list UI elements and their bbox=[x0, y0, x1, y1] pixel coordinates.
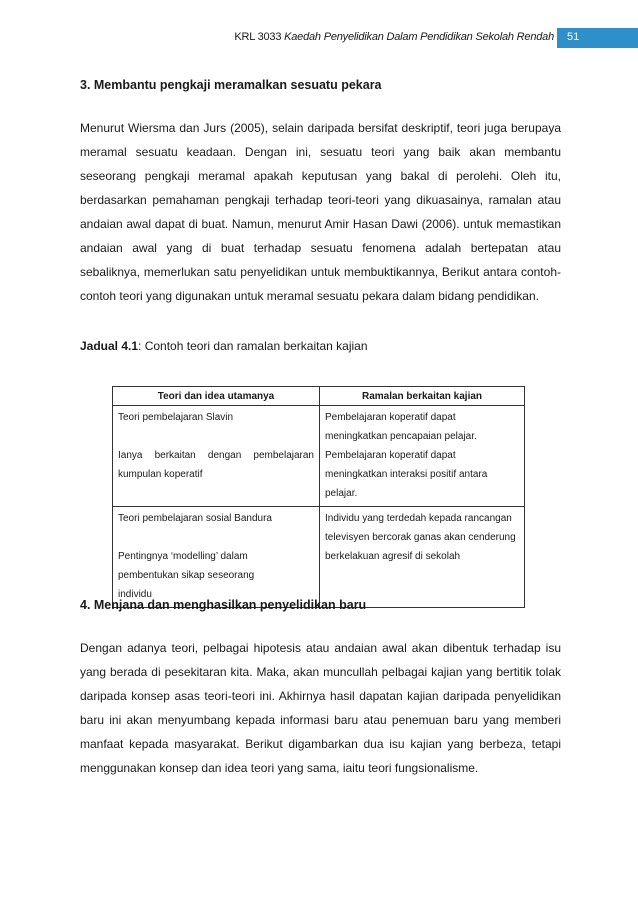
page-number-box bbox=[557, 28, 638, 48]
header-title bbox=[234, 31, 554, 43]
theory-table bbox=[112, 386, 525, 608]
prediction-item: Pembelajaran koperatif dapat meningkatkan interaksi positif antara pelajar. bbox=[325, 450, 488, 499]
theory-idea: Pentingnya ‘modelling’ dalam pembentukan sikap seseorang individu bbox=[118, 551, 255, 600]
theory-idea: Ianya berkaitan dengan pembelajaran kumpulan koperatif bbox=[118, 450, 314, 480]
section-4-heading: 4. Menjana dan menghasilkan penyelidikan baru bbox=[80, 598, 367, 612]
table-header-theory: Teori dan idea utamanya bbox=[113, 387, 320, 406]
table-header-row bbox=[113, 387, 525, 406]
page-number: 51 bbox=[567, 31, 580, 43]
section-4-paragraph: Dengan adanya teori, pelbagai hipotesis atau andaian awal akan dibentuk terhadap isu yang berada di pesekitaran kita. Maka, akan muncullah pelbagai kajian yang bertitik tolak daripada konsep asas teori-teori ini. Akhirnya hasil dapatan kajian daripada penyelidikan baru ini akan menyumbang kepada informasi baru atau penemuan baru yang memberi manfaat kepada masyarakat. Berikut digambarkan dua isu kajian yang berbeza, tetapi menggunakan konsep dan idea teori yang sama, iaitu teori fungsionalisme. bbox=[80, 641, 561, 775]
table-caption bbox=[80, 339, 368, 353]
table-row bbox=[113, 406, 525, 507]
table-row bbox=[113, 507, 525, 608]
course-code: KRL 3033 bbox=[234, 31, 282, 43]
section-3-heading: 3. Membantu pengkaji meramalkan sesuatu pekara bbox=[80, 78, 382, 92]
page-header bbox=[0, 28, 638, 48]
prediction-item: Pembelajaran koperatif dapat meningkatkan pencapaian pelajar. bbox=[325, 412, 477, 442]
table-caption-text: : Contoh teori dan ramalan berkaitan kajian bbox=[138, 339, 368, 353]
table-caption-label: Jadual 4.1 bbox=[80, 339, 139, 353]
table-cell-theory bbox=[113, 406, 320, 507]
theory-name: Teori pembelajaran sosial Bandura bbox=[118, 513, 272, 524]
section-3-paragraph: Menurut Wiersma dan Jurs (2005), selain daripada bersifat deskriptif, teori juga berupaya meramal sesuatu keadaan. Dengan ini, sesuatu teori yang baik akan membantu seseorang pengkaji meramal apakah keputusan yang bakal di perolehi. Oleh itu, berdasarkan pemahaman pengkaji terhadap teori-teori yang dikuasainya, ramalan atau andaian awal dapat di buat. Namun, menurut Amir Hasan Dawi (2006). untuk memastikan andaian awal yang di buat terhadap sesuatu fenomena adalah bertepatan atau sebaliknya, memerlukan satu penyelidikan untuk membuktikannya, Berikut antara contoh-contoh teori yang digunakan untuk meramal sesuatu pekara dalam bidang pendidikan. bbox=[80, 121, 561, 303]
table-cell-prediction bbox=[320, 406, 525, 507]
table-cell-prediction bbox=[320, 507, 525, 608]
prediction-item: Individu yang terdedah kepada rancangan televisyen bercorak ganas akan cenderung berkelakuan agresif di sekolah bbox=[325, 513, 516, 562]
table-cell-theory bbox=[113, 507, 320, 608]
theory-name: Teori pembelajaran Slavin bbox=[118, 412, 234, 423]
table-header-prediction: Ramalan berkaitan kajian bbox=[320, 387, 525, 406]
course-name: Kaedah Penyelidikan Dalam Pendidikan Sekolah Rendah bbox=[284, 31, 554, 43]
